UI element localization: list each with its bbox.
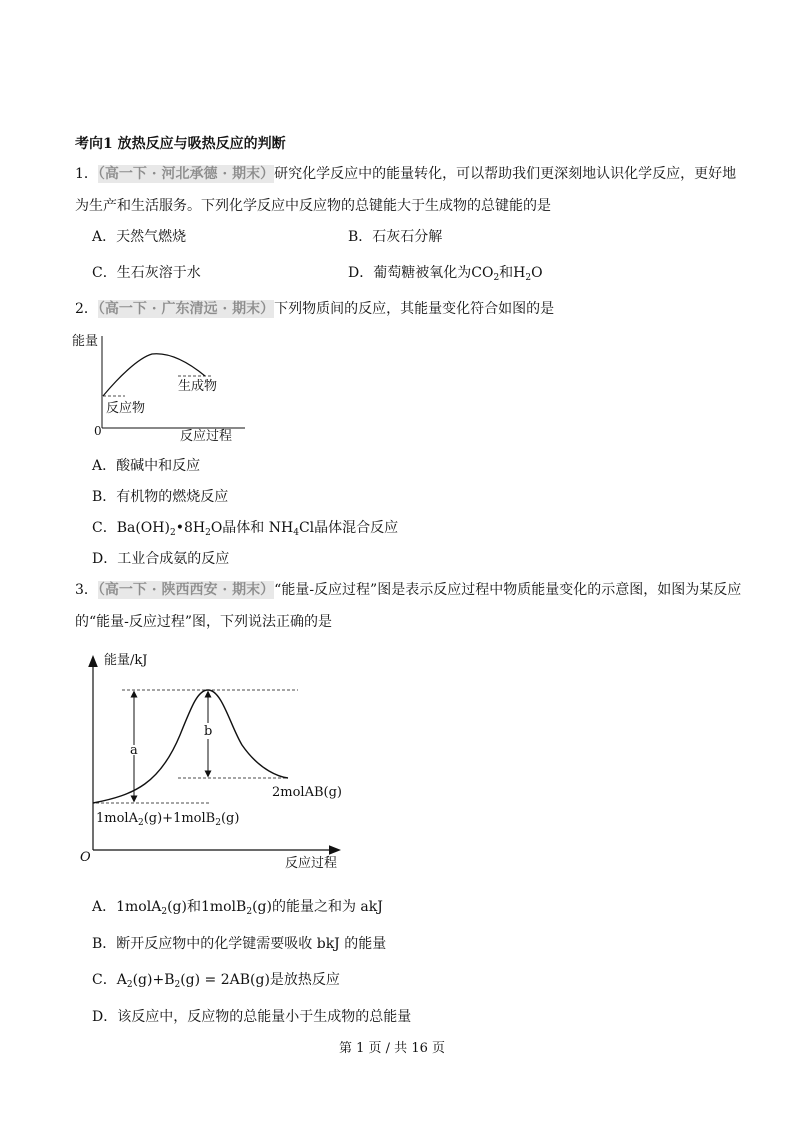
- y-axis-label: 能量/kJ: [104, 653, 148, 668]
- reactant-label: 1molA$_2$(g)+1molB$_2$(g): [96, 811, 240, 828]
- question-2-stem: 下列物质间的反应，其能量变化符合如图的是: [274, 301, 555, 317]
- question-2-option-d[interactable]: D．工业合成氨的反应: [92, 551, 230, 567]
- question-1-option-c[interactable]: C．生石灰溶于水: [92, 265, 201, 281]
- question-1-source: （高一下 · 河北承德 · 期末）: [97, 166, 275, 182]
- question-1-option-d[interactable]: D．葡萄糖被氧化为$CO_2$和$H_2O$: [348, 265, 543, 283]
- question-2-energy-diagram: [70, 328, 260, 448]
- question-3-option-c[interactable]: C．$A_2(g)+B_2(g) = 2AB(g)$是放热反应: [92, 972, 340, 990]
- question-1-stem: 研究化学反应中的能量转化，可以帮助我们更深刻地认识化学反应，更好地: [274, 166, 737, 182]
- question-3-source: （高一下 · 陕西西安 · 期末）: [97, 582, 275, 598]
- question-1-option-b[interactable]: B．石灰石分解: [348, 229, 443, 245]
- origin-label: 0: [94, 424, 102, 438]
- product-label: 生成物: [178, 379, 218, 394]
- question-2-line-1: [75, 302, 554, 316]
- product-label: 2molAB(g): [272, 785, 342, 800]
- question-3-line-1: [75, 583, 741, 597]
- question-2-source: （高一下 · 广东清远 · 期末）: [97, 301, 275, 317]
- question-2-option-a[interactable]: A．酸碱中和反应: [92, 458, 201, 474]
- reactant-label: 反应物: [106, 401, 146, 416]
- section-title: 考向1 放热反应与吸热反应的判断: [75, 136, 286, 152]
- question-2-option-c[interactable]: C．$Ba(OH)_2•8H_2O$晶体和 $NH_4Cl$晶体混合反应: [92, 520, 399, 538]
- y-axis-label: 能量: [72, 334, 99, 349]
- question-3-line-2: 的“能量-反应过程”图，下列说法正确的是: [75, 614, 333, 630]
- label-a: a: [130, 743, 138, 758]
- question-3-option-d[interactable]: D．该反应中，反应物的总能量小于生成物的总能量: [92, 1009, 412, 1025]
- x-axis-label: 反应过程: [285, 856, 338, 871]
- x-axis-label: 反应过程: [180, 429, 233, 444]
- question-1-number: 1．: [75, 166, 98, 182]
- question-1-line-1: [75, 167, 736, 181]
- page-footer: 第 1 页 / 共 16 页: [339, 1041, 445, 1056]
- question-1-option-a[interactable]: A．天然气燃烧: [92, 229, 187, 245]
- label-b: b: [204, 724, 213, 739]
- question-3-option-a[interactable]: A．1molA$_2$(g)和1molB$_2$(g)的能量之和为 akJ: [92, 899, 383, 917]
- question-3-energy-diagram: [70, 645, 370, 875]
- question-3-number: 3．: [75, 582, 98, 598]
- question-3-stem: “能量-反应过程”图是表示反应过程中物质能量变化的示意图，如图为某反应: [274, 582, 742, 598]
- origin-label: O: [80, 850, 91, 865]
- energy-curve: [93, 690, 288, 803]
- question-2-option-b[interactable]: B．有机物的燃烧反应: [92, 489, 229, 505]
- question-2-number: 2．: [75, 301, 98, 317]
- question-3-option-b[interactable]: B．断开反应物中的化学键需要吸收 bkJ 的能量: [92, 936, 387, 952]
- question-1-line-2: 为生产和生活服务。下列化学反应中反应物的总键能大于生成物的总键能的是: [75, 198, 551, 214]
